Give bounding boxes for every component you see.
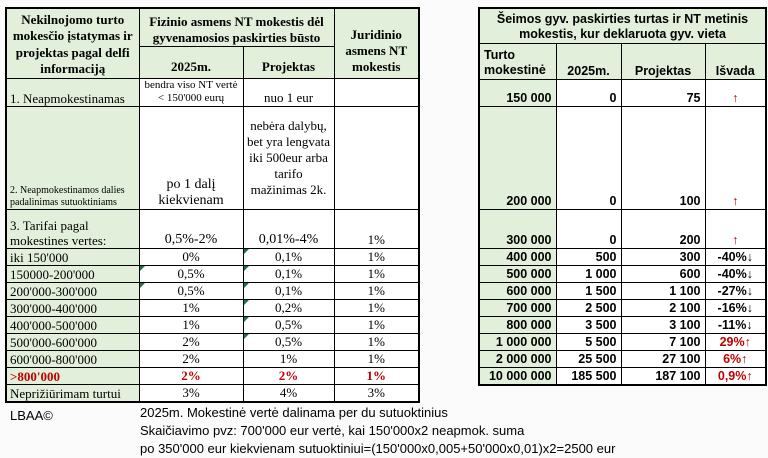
column-header-juridinis: Juridinio asmens NT mokestis	[334, 8, 419, 78]
flag-triangle-icon	[244, 283, 249, 288]
tax-project-cell: 2 100	[621, 299, 705, 316]
rate-juridinis-cell: 1%	[334, 350, 419, 367]
rate-project-cell: 1%	[243, 350, 334, 367]
rate-project-cell	[243, 316, 334, 333]
tax-project-cell: 1 100	[621, 282, 705, 299]
rate-project-cell: 4%	[243, 384, 334, 402]
verdict-cell: ↑	[705, 106, 766, 209]
rate-project-cell: nebėra dalybų, bet yra lengvata iki 500eur arba tarifo mažinimas 2k.	[243, 106, 334, 209]
table-row	[6, 350, 419, 367]
right-table-title: Šeimos gyv. paskirties turtas ir NT metinis mokestis, kur deklaruota gyv. vieta	[479, 8, 766, 43]
verdict-cell: -40%↓	[705, 248, 766, 265]
table-row	[479, 265, 766, 282]
property-value-cell: 1 000 000	[479, 333, 556, 350]
row-label-cell: iki 150'000	[6, 248, 139, 265]
table-row	[479, 79, 766, 106]
tax-2025-cell: 0	[556, 79, 621, 106]
table-row	[479, 316, 766, 333]
verdict-cell: 6%↑	[705, 350, 766, 367]
flag-triangle-icon	[244, 266, 249, 271]
column-header-isvada: Išvada	[705, 43, 766, 79]
table-row	[6, 106, 419, 209]
property-value-cell: 10 000 000	[479, 367, 556, 385]
tax-2025-cell: 25 500	[556, 350, 621, 367]
cell-value: 0,1%	[274, 265, 303, 281]
table-row-highlighted	[6, 367, 419, 384]
rate-juridinis-cell	[334, 78, 419, 106]
tax-2025-cell: 2 500	[556, 299, 621, 316]
row-label-cell: 3. Tarifai pagal mokestines vertes:	[6, 209, 139, 248]
rate-project-cell: 2%	[243, 367, 334, 384]
row-label-cell: 2. Neapmokestinamos dalies padalinimas sutuoktiniams	[6, 106, 139, 209]
tax-project-cell: 187 100	[621, 367, 705, 385]
table-row	[479, 282, 766, 299]
table-row	[6, 299, 419, 316]
table-row	[6, 384, 419, 402]
table-row	[479, 367, 766, 385]
verdict-cell: -11%↓	[705, 316, 766, 333]
table-row	[6, 282, 419, 299]
tax-2025-cell: 0	[556, 106, 621, 209]
property-value-cell: 300 000	[479, 209, 556, 248]
tax-2025-cell: 1 000	[556, 265, 621, 282]
cell-value: 0,5%	[274, 333, 303, 349]
rate-2025-cell: 1%	[139, 299, 243, 316]
rate-project-cell	[243, 248, 334, 265]
property-value-cell: 200 000	[479, 106, 556, 209]
rate-juridinis-cell: 3%	[334, 384, 419, 402]
tax-project-cell: 27 100	[621, 350, 705, 367]
tax-2025-cell: 1 500	[556, 282, 621, 299]
rate-project-cell: nuo 1 eur	[243, 78, 334, 106]
rate-2025-cell: po 1 dalį kiekvienam	[139, 106, 243, 209]
verdict-cell: 29%↑	[705, 333, 766, 350]
row-label-cell: 1. Neapmokestinamas	[6, 78, 139, 106]
property-value-cell: 700 000	[479, 299, 556, 316]
footnote-line: 2025m. Mokestinė vertė dalinama per du sutuoktinius	[140, 405, 448, 420]
row-label-cell: >800'000	[6, 367, 139, 384]
rate-project-cell	[243, 333, 334, 350]
verdict-cell: 0,9%↑	[705, 367, 766, 385]
cell-value: 0,1%	[274, 248, 303, 264]
table-row	[6, 8, 419, 46]
property-value-cell: 600 000	[479, 282, 556, 299]
column-header-projektas: Projektas	[621, 43, 705, 79]
row-label-cell: 500'000-600'000	[6, 333, 139, 350]
tax-2025-cell: 5 500	[556, 333, 621, 350]
tax-project-cell: 3 100	[621, 316, 705, 333]
column-header-2025: 2025m.	[556, 43, 621, 79]
nt-tax-law-table	[5, 7, 420, 403]
table-row	[479, 299, 766, 316]
rate-2025-cell: 0,5%-2%	[139, 209, 243, 248]
row-label-cell: 300'000-400'000	[6, 299, 139, 316]
row-label-cell: Neprižiūrimam turtui	[6, 384, 139, 402]
table-row	[479, 333, 766, 350]
table-row	[6, 265, 419, 282]
column-header-turto-mokestine: Turto mokestinė	[479, 43, 556, 79]
rate-juridinis-cell: 1%	[334, 282, 419, 299]
row-label-cell: 150000-200'000	[6, 265, 139, 282]
tax-project-cell: 200	[621, 209, 705, 248]
rate-juridinis-cell: 1%	[334, 299, 419, 316]
table-row	[6, 78, 419, 106]
property-value-cell: 150 000	[479, 79, 556, 106]
row-label-cell: 200'000-300'000	[6, 282, 139, 299]
cell-value: 0,2%	[274, 299, 303, 315]
rate-2025-cell: 3%	[139, 384, 243, 402]
table-row	[6, 209, 419, 248]
rate-2025-cell: 2%	[139, 333, 243, 350]
table-row	[479, 8, 766, 43]
tax-2025-cell: 0	[556, 209, 621, 248]
footnote-line: Skaičiavimo pvz: 700'000 eur vertė, kai 150'000x2 neapmok. suma	[140, 423, 525, 438]
property-value-cell: 800 000	[479, 316, 556, 333]
rate-juridinis-cell: 1%	[334, 367, 419, 384]
table-row	[6, 316, 419, 333]
tax-project-cell: 100	[621, 106, 705, 209]
tax-2025-cell: 3 500	[556, 316, 621, 333]
table-row	[479, 209, 766, 248]
verdict-cell: -40%↓	[705, 265, 766, 282]
rate-juridinis-cell: 1%	[334, 333, 419, 350]
rate-2025-cell: 2%	[139, 367, 243, 384]
rate-2025-cell: 1%	[139, 316, 243, 333]
rate-project-cell: 0,01%-4%	[243, 209, 334, 248]
tax-2025-cell: 185 500	[556, 367, 621, 385]
cell-value: 0,5%	[274, 316, 303, 332]
tax-project-cell: 7 100	[621, 333, 705, 350]
rate-2025-cell: 2%	[139, 350, 243, 367]
table-row	[479, 106, 766, 209]
cell-value: 0,1%	[274, 282, 303, 298]
table-row	[479, 43, 766, 79]
flag-triangle-icon	[244, 249, 249, 254]
tax-project-cell: 75	[621, 79, 705, 106]
footnote-line: po 350'000 eur kiekvienam sutuoktiniui=(150'000x0,005+50'000x0,01)x2=2500 eur	[140, 441, 616, 456]
table-row	[6, 333, 419, 350]
rate-juridinis-cell: 1%	[334, 265, 419, 282]
family-tax-comparison-table	[478, 7, 767, 386]
rate-juridinis-cell: 1%	[334, 316, 419, 333]
table-row	[479, 350, 766, 367]
property-value-cell: 2 000 000	[479, 350, 556, 367]
rate-2025-cell	[139, 282, 243, 299]
column-header-projektas: Projektas	[243, 46, 334, 78]
row-label-cell: 400'000-500'000	[6, 316, 139, 333]
verdict-cell: ↑	[705, 79, 766, 106]
rate-2025-cell: 0%	[139, 248, 243, 265]
property-value-cell: 500 000	[479, 265, 556, 282]
rate-2025-cell	[139, 265, 243, 282]
left-table-title: Nekilnojomo turto mokesčio įstatymas ir projektas pagal delfi informaciją	[6, 8, 139, 78]
rate-juridinis-cell	[334, 106, 419, 209]
flag-triangle-icon	[244, 317, 249, 322]
tax-project-cell: 600	[621, 265, 705, 282]
copyright-credit: LBAA©	[10, 408, 53, 423]
rate-project-cell	[243, 299, 334, 316]
column-header-2025: 2025m.	[139, 46, 243, 78]
table-row	[479, 248, 766, 265]
flag-triangle-icon	[140, 283, 145, 288]
rate-2025-cell: bendra viso NT vertė < 150'000 eurų	[139, 78, 243, 106]
verdict-cell: -27%↓	[705, 282, 766, 299]
rate-project-cell	[243, 265, 334, 282]
flag-triangle-icon	[140, 266, 145, 271]
flag-triangle-icon	[244, 300, 249, 305]
group-header-fizinio: Fizinio asmens NT mokestis dėl gyvenamosios paskirties būsto	[139, 8, 334, 46]
property-value-cell: 400 000	[479, 248, 556, 265]
table-row	[6, 248, 419, 265]
rate-juridinis-cell: 1%	[334, 248, 419, 265]
cell-value: 0,5%	[177, 282, 205, 298]
row-label-cell: 600'000-800'000	[6, 350, 139, 367]
verdict-cell: ↑	[705, 209, 766, 248]
footnotes	[140, 404, 615, 458]
rate-juridinis-cell: 1%	[334, 209, 419, 248]
verdict-cell: -16%↓	[705, 299, 766, 316]
flag-triangle-icon	[244, 334, 249, 339]
tax-2025-cell: 500	[556, 248, 621, 265]
tax-project-cell: 300	[621, 248, 705, 265]
cell-value: 0,5%	[177, 265, 205, 281]
rate-project-cell	[243, 282, 334, 299]
